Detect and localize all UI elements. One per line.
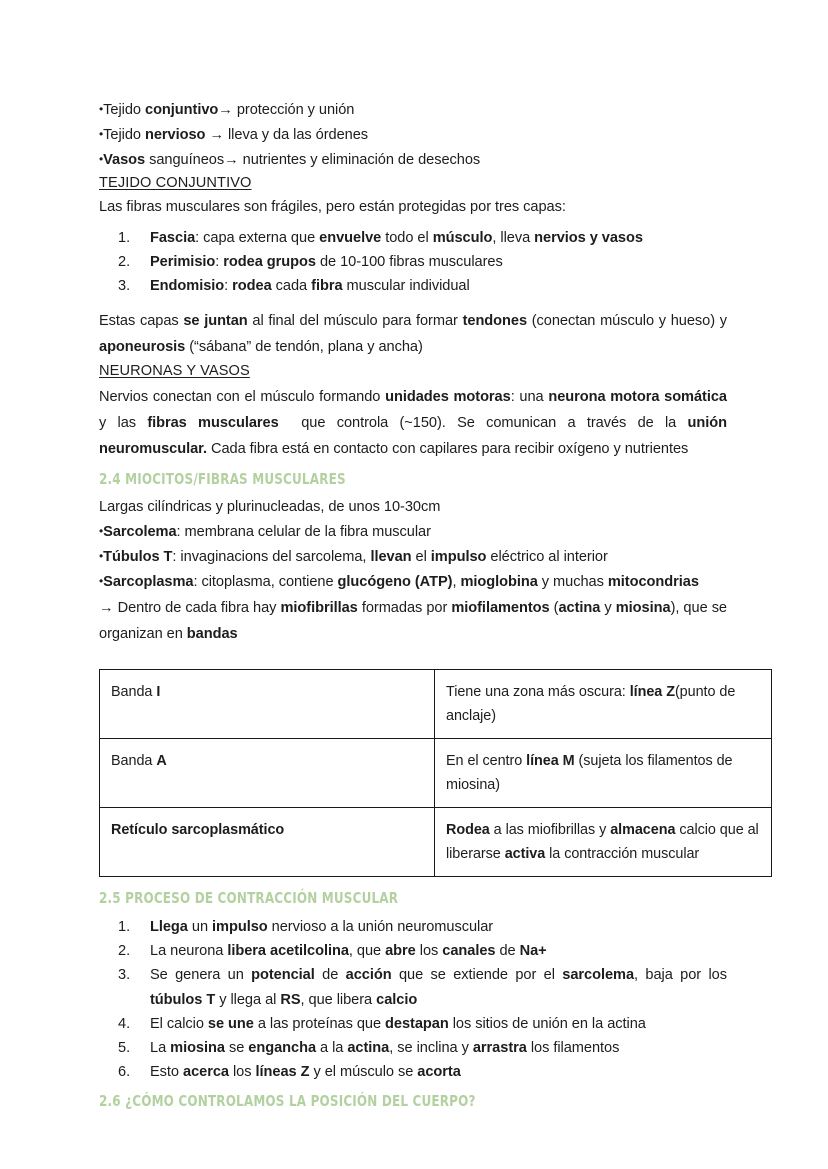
paragraph-tendones: Estas capas se juntan al final del músculo para formar tendones (conectan músculo y hueso) y aponeurosis (“sábana” de tendón, plana y ancha) <box>99 312 727 355</box>
list-capas <box>99 226 727 299</box>
table-cell-term: Banda I <box>100 670 435 739</box>
table-cell-term: Banda A <box>100 739 435 808</box>
list-item: Fascia: capa externa que envuelve todo el músculo, lleva nervios y vasos <box>150 229 643 246</box>
table-cell-description: En el centro línea M (sujeta los filamentos de miosina) <box>435 739 772 808</box>
table-row <box>100 670 772 739</box>
bullet-tubulos-t: •Túbulos T: invaginacions del sarcolema, llevan el impulso eléctrico al interior <box>99 549 608 565</box>
bandas-table <box>99 669 772 877</box>
bullet-tejido-conjuntivo: •Tejido conjuntivo→ protección y unión <box>99 102 355 118</box>
list-item: Llega un impulso nervioso a la unión neuromuscular <box>150 919 494 935</box>
section-heading-2-6: 2.6 ¿CÓMO CONTROLAMOS LA POSICIÓN DEL CUERPO? <box>99 1092 476 1111</box>
bullet-sarcoplasma: •Sarcoplasma: citoplasma, contiene glucógeno (ATP), mioglobina y muchas mitocondrias <box>99 573 699 590</box>
list-item: La miosina se engancha a la actina, se inclina y arrastra los filamentos <box>150 1040 620 1057</box>
list-item: Esto acerca los líneas Z y el músculo se acorta <box>150 1064 461 1081</box>
paragraph-miofibrillas: → Dentro de cada fibra hay miofibrillas formadas por miofilamentos (actina y miosina), que se organizan en bandas <box>99 599 728 642</box>
table-cell-term: Retículo sarcoplasmático <box>100 808 435 877</box>
paragraph-tejido-intro: Las fibras musculares son frágiles, pero están protegidas por tres capas: <box>99 199 566 216</box>
bullet-tejido-nervioso: •Tejido nervioso → lleva y da las órdenes <box>99 126 369 143</box>
bullet-dot-icon: • <box>99 549 104 563</box>
list-item: Endomisio: rodea cada fibra muscular individual <box>150 278 470 295</box>
list-item: La neurona libera acetilcolina, que abre los canales de Na+ <box>150 943 547 960</box>
table-row <box>100 739 772 808</box>
subheading-neuronas-vasos: NEURONAS Y VASOS <box>99 363 250 379</box>
table-cell-description: Rodea a las miofibrillas y almacena calcio que al liberarse activa la contracción muscular <box>435 808 772 877</box>
bullet-vasos-sanguineos: •Vasos sanguíneos→ nutrientes y eliminación de desechos <box>99 151 481 168</box>
paragraph-miocitos-intro: Largas cilíndricas y plurinucleadas, de unos 10-30cm <box>99 499 441 516</box>
section-heading-2-5: 2.5 PROCESO DE CONTRACCIÓN MUSCULAR <box>99 889 399 907</box>
table-cell-description: Tiene una zona más oscura: línea Z(punto de anclaje) <box>435 670 772 739</box>
list-item: Se genera un potencial de acción que se extiende por el sarcolema, baja por los túbulos T y llega al RS, que libera calcio <box>150 967 727 1008</box>
section-heading-2-4: 2.4 MIOCITOS/FIBRAS MUSCULARES <box>99 470 346 489</box>
bullet-dot-icon: • <box>99 524 104 539</box>
bullet-dot-icon: • <box>99 102 104 116</box>
bullet-dot-icon: • <box>99 151 104 166</box>
list-contraccion <box>99 915 727 1084</box>
document-body <box>99 98 759 1112</box>
bullet-dot-icon: • <box>99 126 104 141</box>
list-item: Perimisio: rodea grupos de 10-100 fibras musculares <box>150 254 503 271</box>
list-item: El calcio se une a las proteínas que destapan los sitios de unión en la actina <box>150 1015 646 1032</box>
bullet-dot-icon: • <box>99 573 104 588</box>
table-row <box>100 808 772 877</box>
paragraph-neuronas: Nervios conectan con el músculo formando unidades motoras: una neurona motora somática y las fibras musculares que controla (~150). Se comunican a través de la unión neuromuscular. Cada fibra está en contacto con capilares para recibir oxígeno y nutrientes <box>99 388 727 458</box>
bullet-sarcolema: •Sarcolema: membrana celular de la fibra muscular <box>99 524 431 541</box>
subheading-tejido-conjuntivo: TEJIDO CONJUNTIVO <box>99 175 252 192</box>
